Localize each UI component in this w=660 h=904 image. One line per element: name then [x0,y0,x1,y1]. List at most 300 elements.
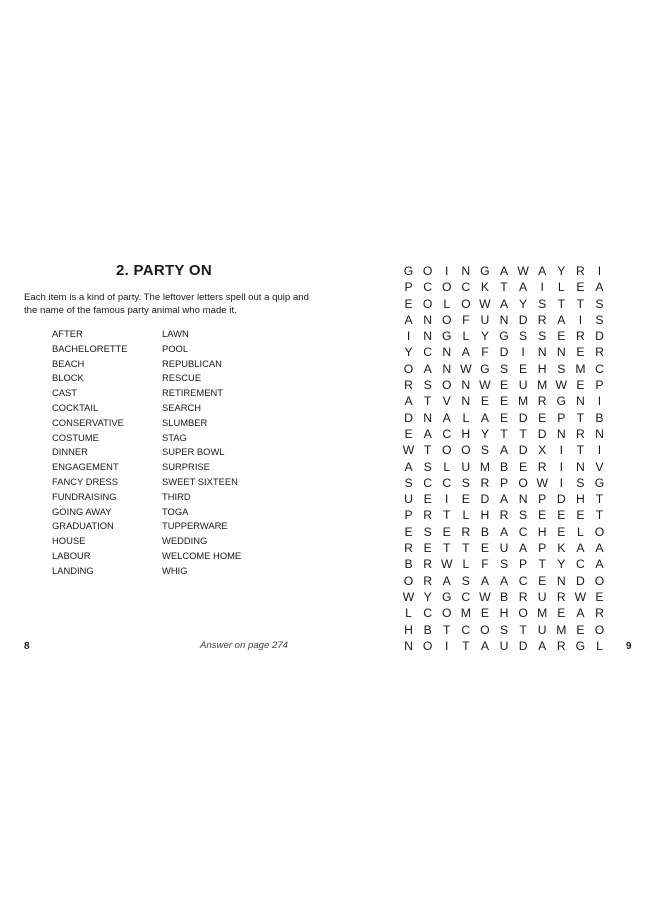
grid-letter: A [538,638,547,653]
grid-letter: R [423,557,433,572]
grid-letter: Y [557,557,566,572]
word-list-item: SEARCH [162,401,202,413]
grid-letter: R [537,312,547,327]
grid-letter: D [518,443,528,458]
word-list-item: WELCOME HOME [162,549,242,561]
grid-letter: T [538,557,546,572]
grid-letter: F [462,312,470,327]
word-list-item: GOING AWAY [52,505,112,517]
page-number-left: 8 [24,641,30,652]
grid-letter: A [480,410,489,425]
grid-letter: O [422,638,433,653]
grid-letter: C [461,280,471,295]
grid-letter: O [594,622,605,637]
grid-letter: H [537,524,547,539]
puzzle-title: 2. PARTY ON [115,262,213,279]
grid-letter: N [423,329,433,344]
grid-letter: Y [423,589,432,604]
grid-letter: A [423,426,432,441]
grid-letter: T [576,296,585,311]
grid-letter: P [557,410,566,425]
grid-letter: G [575,638,586,653]
grid-letter: H [461,426,471,441]
grid-letter: S [423,524,432,539]
grid-letter: R [461,524,471,539]
grid-letter: A [442,573,451,588]
grid-letter: O [594,573,605,588]
grid-letter: O [594,524,605,539]
grid-letter: I [540,280,544,295]
word-list-item: CONSERVATIVE [52,416,124,428]
grid-letter: E [595,589,604,604]
grid-letter: W [536,475,548,490]
grid-letter: I [521,345,525,360]
grid-letter: D [499,345,509,360]
word-list-item: FUNDRAISING [52,490,117,502]
grid-letter: N [518,492,528,507]
word-list-item: TUPPERWARE [162,520,228,532]
grid-letter: N [423,312,433,327]
grid-letter: E [519,459,528,474]
grid-letter: S [538,329,547,344]
grid-letter: R [404,541,413,556]
grid-letter: T [500,426,508,441]
grid-letter: W [460,361,472,376]
grid-letter: W [574,589,587,604]
grid-letter: H [537,361,547,376]
grid-letter: Y [404,345,413,360]
grid-letter: E [576,345,585,360]
word-list-item: TOGA [162,505,189,517]
grid-letter: T [423,394,432,409]
page-number-right: 9 [626,641,632,652]
grid-letter: B [423,622,432,637]
word-list-item: ENGAGEMENT [52,461,119,473]
grid-letter: I [597,443,602,458]
grid-letter: O [441,606,452,621]
grid-letter: P [595,378,604,393]
grid-letter: S [461,475,470,490]
grid-letter: R [575,264,585,278]
word-list-item: DINNER [52,446,88,458]
grid-letter: U [499,638,509,653]
grid-letter: R [556,589,566,604]
grid-letter: L [462,329,470,344]
grid-letter: N [461,378,471,393]
grid-letter: S [499,361,509,376]
grid-letter: C [595,361,604,376]
word-list-item: COSTUME [52,431,99,443]
grid-letter: I [406,329,411,344]
grid-letter: C [423,606,433,621]
grid-letter: F [481,345,489,360]
grid-letter: Y [480,329,489,344]
grid-letter: S [461,573,470,588]
grid-letter: C [423,475,433,490]
grid-letter: O [518,606,528,621]
grid-letter: W [555,378,568,393]
grid-letter: M [537,606,548,621]
grid-letter: M [460,606,471,621]
grid-letter: R [556,638,566,653]
word-list-item: AFTER [52,328,83,339]
grid-letter: N [556,573,566,588]
grid-letter: W [479,589,491,604]
grid-letter: L [596,638,603,653]
grid-letter: E [576,280,585,295]
grid-letter: D [480,492,490,507]
grid-letter: E [404,524,413,539]
grid-letter: T [443,622,451,637]
grid-letter: A [499,296,509,311]
grid-letter: I [559,459,563,474]
grid-letter: A [442,410,451,425]
answer-note: Answer on page 274 [200,640,289,651]
grid-letter: L [405,606,412,621]
grid-letter: T [595,492,604,507]
grid-letter: R [537,459,547,474]
grid-letter: C [461,589,471,604]
grid-letter: N [461,264,471,278]
grid-letter: T [443,508,451,523]
word-list [52,328,272,580]
grid-letter: K [480,280,489,295]
grid-letter: W [402,589,415,604]
grid-letter: I [578,312,583,327]
grid-letter: M [575,361,586,376]
grid-letter: E [480,394,489,409]
letter-grid [399,263,609,654]
grid-letter: L [462,508,470,523]
grid-letter: S [404,475,413,490]
grid-letter: I [445,264,449,278]
grid-letter: C [518,524,528,539]
grid-letter: M [556,622,567,637]
grid-letter: E [499,394,509,409]
grid-letter: I [445,492,449,507]
grid-letter: A [519,541,528,556]
grid-letter: A [595,280,604,295]
grid-letter: E [461,492,470,507]
grid-letter: E [557,329,566,344]
grid-letter: S [499,557,509,572]
grid-letter: A [595,557,604,572]
grid-letter: A [519,280,528,295]
grid-letter: I [559,475,563,490]
grid-letter: U [461,459,471,474]
grid-letter: P [404,280,413,295]
grid-letter: D [537,426,547,441]
grid-letter: E [423,492,432,507]
grid-letter: G [499,329,509,344]
grid-letter: A [461,345,470,360]
grid-letter: U [537,589,547,604]
grid-letter: Y [480,426,489,441]
grid-letter: O [441,312,452,327]
grid-letter: O [441,280,452,295]
grid-letter: B [595,410,604,425]
grid-letter: C [423,280,433,295]
grid-letter: L [443,459,451,474]
grid-letter: A [480,573,489,588]
grid-letter: W [479,378,491,393]
grid-letter: T [557,296,566,311]
grid-letter: O [441,378,452,393]
grid-letter: R [499,508,509,523]
grid-letter: P [499,475,509,490]
grid-letter: L [557,280,565,295]
word-list-item: BEACH [52,357,85,369]
grid-letter: H [575,492,585,507]
grid-letter: D [518,638,528,653]
grid-letter: M [479,459,490,474]
grid-letter: V [595,459,604,474]
grid-letter: N [575,459,585,474]
grid-letter: R [404,378,413,393]
grid-letter: V [442,394,451,409]
grid-letter: Y [557,264,566,278]
word-list-item: CAST [52,387,78,399]
grid-letter: O [422,296,433,311]
grid-letter: G [441,589,452,604]
grid-letter: E [557,508,566,523]
grid-letter: E [404,426,413,441]
grid-letter: A [499,492,509,507]
grid-letter: K [557,541,566,556]
grid-letter: W [402,443,415,458]
grid-letter: N [461,394,471,409]
word-list-item: SLUMBER [162,416,208,428]
grid-letter: B [499,589,509,604]
grid-letter: A [595,541,604,556]
grid-letter: L [462,557,470,572]
grid-letter: T [519,426,527,441]
grid-letter: D [518,410,528,425]
grid-letter: U [537,622,547,637]
grid-letter: S [595,296,604,311]
grid-letter: S [519,508,528,523]
grid-letter: S [595,312,604,327]
grid-letter: C [461,622,471,637]
word-list-item: GRADUATION [52,520,114,532]
grid-letter: R [537,394,547,409]
word-list-item: LABOUR [52,549,91,561]
grid-letter: A [499,264,509,278]
grid-letter: E [538,410,547,425]
grid-letter: A [404,312,413,327]
grid-letter: E [499,410,509,425]
word-list-item: SUPER BOWL [162,446,225,458]
grid-letter: O [441,443,452,458]
word-list-item: POOL [162,342,189,354]
grid-letter: A [499,524,509,539]
grid-letter: I [597,264,602,278]
grid-letter: A [499,573,509,588]
grid-letter: A [404,394,413,409]
grid-letter: N [556,345,566,360]
grid-letter: G [403,264,414,278]
grid-letter: X [538,443,547,458]
grid-letter: N [404,638,413,653]
grid-letter: A [538,264,547,278]
grid-letter: E [557,524,566,539]
grid-letter: E [480,541,489,556]
grid-letter: S [480,443,489,458]
grid-letter: L [577,524,584,539]
grid-letter: R [423,508,433,523]
grid-letter: E [557,606,566,621]
grid-letter: E [538,508,547,523]
grid-letter: S [576,475,585,490]
grid-letter: S [499,622,509,637]
word-list-item: LAWN [162,328,189,339]
grid-letter: U [499,541,509,556]
grid-letter: N [575,394,585,409]
grid-letter: E [576,378,585,393]
word-list-item: SWEET SIXTEEN [162,475,238,487]
grid-letter: C [442,426,452,441]
grid-letter: R [595,345,604,360]
grid-letter: A [576,606,585,621]
grid-letter: S [423,459,432,474]
grid-letter: B [480,524,489,539]
grid-letter: I [559,443,563,458]
grid-letter: M [537,378,548,393]
grid-letter: C [423,345,433,360]
grid-letter: E [499,378,509,393]
grid-letter: D [575,573,585,588]
word-list-item: COCKTAIL [52,401,99,413]
grid-letter: S [423,378,432,393]
word-list-item: WEDDING [162,535,208,547]
grid-letter: T [595,508,604,523]
grid-letter: U [518,378,528,393]
grid-letter: P [519,557,528,572]
word-list-item: FANCY DRESS [52,475,118,487]
grid-letter: W [517,264,529,278]
grid-letter: I [445,638,449,653]
grid-letter: N [423,410,433,425]
grid-letter: T [423,443,432,458]
grid-letter: O [518,475,528,490]
grid-letter: R [575,426,585,441]
grid-letter: N [595,426,604,441]
grid-letter: S [538,296,547,311]
grid-letter: E [404,296,413,311]
word-list-item: THIRD [162,490,191,502]
word-list-item: STAG [162,431,187,443]
grid-letter: T [519,622,527,637]
grid-letter: U [480,312,490,327]
grid-letter: N [556,426,566,441]
grid-letter: F [481,557,489,572]
grid-letter: T [443,541,451,556]
grid-letter: G [594,475,605,490]
grid-letter: S [519,329,528,344]
grid-letter: T [576,443,585,458]
grid-letter: E [538,573,547,588]
grid-letter: A [499,443,509,458]
grid-letter: G [480,264,490,278]
grid-letter: A [557,312,566,327]
grid-letter: D [556,492,566,507]
word-list-item: LANDING [52,564,94,576]
grid-letter: L [443,296,451,311]
word-list-item: BLOCK [52,372,84,384]
grid-letter: O [403,361,414,376]
grid-letter: R [595,606,604,621]
grid-letter: G [441,329,452,344]
grid-letter: E [519,361,528,376]
grid-letter: U [404,492,413,507]
grid-letter: G [556,394,567,409]
grid-letter: H [499,606,509,621]
grid-letter: Y [519,296,528,311]
grid-letter: P [538,541,547,556]
grid-letter: T [576,410,585,425]
grid-letter: P [538,492,547,507]
grid-letter: A [576,541,585,556]
grid-letter: B [499,459,509,474]
grid-letter: O [422,264,433,278]
grid-letter: S [557,361,566,376]
word-list-item: RETIREMENT [162,387,223,399]
grid-letter: R [575,329,585,344]
grid-letter: P [404,508,413,523]
grid-letter: W [479,296,491,311]
word-list-item: RESCUE [162,372,202,384]
grid-letter: A [423,361,432,376]
grid-letter: I [597,394,602,409]
grid-letter: E [423,541,432,556]
grid-letter: B [404,557,413,572]
grid-letter: O [403,573,414,588]
grid-letter: H [404,622,413,637]
grid-letter: N [442,345,452,360]
grid-letter: E [576,508,585,523]
grid-letter: N [442,361,452,376]
grid-letter: A [404,459,413,474]
grid-letter: C [518,573,528,588]
grid-letter: E [442,524,451,539]
word-list-item: SURPRISE [162,461,210,473]
grid-letter: C [575,557,585,572]
grid-letter: N [499,312,509,327]
word-list-item: WHIG [162,564,188,576]
grid-letter: M [518,394,529,409]
grid-letter: D [404,410,413,425]
word-list-item: BACHELORETTE [52,342,128,354]
word-list-item: HOUSE [52,535,86,547]
grid-letter: O [461,443,471,458]
grid-letter: D [595,329,604,344]
grid-letter: E [480,606,489,621]
grid-letter: L [462,410,470,425]
grid-letter: R [518,589,528,604]
grid-letter: W [440,557,453,572]
puzzle-instructions: Each item is a kind of party. The leftover letters spell out a quip and the name of the famous party animal who made it. [24,292,309,316]
grid-letter: G [480,361,490,376]
grid-letter: C [442,475,452,490]
word-list-item: REPUBLICAN [162,357,222,369]
grid-letter: T [462,638,470,653]
grid-letter: T [462,541,470,556]
grid-letter: T [500,280,508,295]
grid-letter: E [576,622,585,637]
grid-letter: R [480,475,490,490]
grid-letter: R [423,573,433,588]
grid-letter: N [537,345,547,360]
